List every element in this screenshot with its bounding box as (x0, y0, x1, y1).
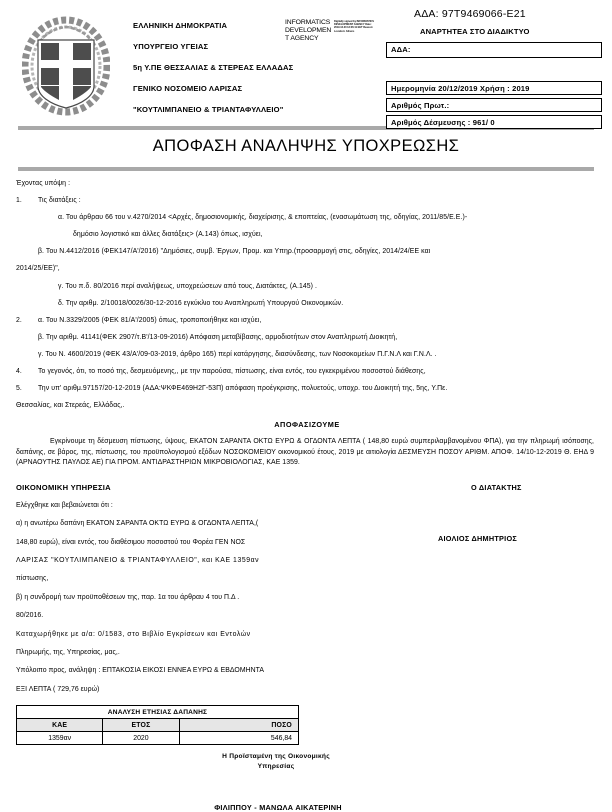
table-column-etos: ΕΤΟΣ (103, 719, 179, 732)
list-item-4-text: Το γεγονός, ότι, το ποσό της, δεσμευόμενης,, με την παρούσα, πίστωσης, είναι εντός, του εγκεκριμένου ποσοστού διάθεσης, (38, 368, 426, 376)
financial-service-column (16, 483, 316, 694)
financial-a-line1: α) η ανωτέρω δαπάνη ΕΚΑΤΟΝ ΣΑΡΑΝΤΑ ΟΚΤΩ ΕΥΡΩ & ΟΓΔΟΝΤΑ ΛΕΠΤΑ,( (16, 520, 259, 528)
digital-signature-stamp: Digitally signed by INFORMATICS DEVELOPMENT AGENCY Date: 2019.12.20 13:26:11 EET Reason: Location: Athens (334, 20, 374, 33)
list-number-2: 2. (16, 316, 22, 324)
decision-paragraph: Εγκρίνουμε τη δέσμευση πίστωσης, ύψους, ΕΚΑΤΟΝ ΣΑΡΑΝΤΑ ΟΚΤΩ ΕΥΡΩ & ΟΓΔΟΝΤΑ ΛΕΠΤΑ ( 148,80 ευρώ συμπεριλαμβανομένου ΦΠΑ), για την πληρωμή ισόποσης, δαπάνης, σε βάρος, της, πίστωσης, του προϋπολογισμού εξόδων ΝΟΣΟΚΟΜΕΙΟΥ οικονομικού έτους, 2019 με αιτιολογία ΔΕΣΜΕΥΣΗ ΠΟΣΟΥ ΑΡΙΘΜ. ΑΠΟΦ. 14/10-12-2019 Θ. ΕΗΔ 9 (ΑΡΝΑΟΥΤΗΣ ΠΑΥΛΟΣ ΑΕ) ΓΙΑ ΠΡΟΜ. ΑΝΤΙΔΡΑΣΤΗΡΙΩΝ ΜΙΚΡΟΒΙΟΛΟΓΙΑΣ, ΚΑΕ 1359. (16, 438, 594, 467)
table-caption-row (17, 706, 299, 719)
financial-b-line2: 80/2016. (16, 612, 44, 620)
list-number-1: 1. (16, 197, 22, 205)
list-item-2a: α. Του Ν.3329/2005 (ΦΕΚ 81/Α'/2005) όπως, τροποποιήθηκε και ισχύει, (38, 316, 262, 324)
date-field-box[interactable]: Ημερομηνία 20/12/2019 Χρήση : 2019 (386, 81, 602, 95)
list-item-2b: β. Την αριθμ. 41141(ΦΕΚ 2907/τ.Β'/13-09-2016) Απόφαση μεταβίβασης, αρμοδιοτήτων στον Αναπληρωτή Διοικητή, (38, 333, 398, 341)
table-caption: ΑΝΑΛΥΣΗ ΕΤΗΣΙΑΣ ΔΑΠΑΝΗΣ (17, 706, 299, 719)
org-line-2: ΥΠΟΥΡΓΕΙΟ ΥΓΕΙΑΣ (133, 42, 209, 52)
footer-role-block (0, 752, 612, 772)
cell-poso: 546,84 (179, 732, 298, 745)
financial-a-line2: 148,80 ευρώ), είναι εντός, του διαθέσιμου ποσοστού του Φορέα ΓΕΝ ΝΟΣ (16, 538, 246, 546)
list-item-1-label: Τις διατάξεις : (38, 197, 81, 205)
list-number-4: 4. (16, 368, 22, 376)
registration-line1: Καταχωρήθηκε με α/α: 0/1583, στο Βιβλίο Εγκρίσεων και Εντολών (16, 630, 251, 638)
financial-a-line3: ΛΑΡΙΣΑΣ "ΚΟΥΤΛΙΜΠΑΝΕΙΟ & ΤΡΙΑΝΤΑΦΥΛΛΕΙΟ", και ΚΑΕ 1359αν (16, 556, 260, 564)
list-item-2 (16, 318, 598, 325)
cell-etos: 2020 (103, 732, 179, 745)
list-item-2c: γ. Του Ν. 4600/2019 (ΦΕΚ 43/Α'/09-03-2019, άρθρο 165) περί κατάργησης, διασύνδεσης, των Νοσοκομείων Π.Γ.Ν.Λ και Γ.Ν.Λ. . (38, 350, 437, 358)
document-header (0, 0, 612, 127)
financial-a-line4: πίστωσης, (16, 575, 49, 583)
list-item-1a-line1: α. Του άρθραυ 66 του ν.4270/2014 <Αρχές, δημοσιονομικής, διαχείρισης, & εποπτείας, (ενασωμάτωση της, οδηγίας, 2011/85/Ε.Ε.)- (58, 214, 468, 222)
footer-role-line2: Υπηρεσίας (257, 763, 295, 771)
document-body (0, 171, 612, 469)
org-line-3: 5η Υ.ΠΕ ΘΕΣΣΑΛΙΑΣ & ΣΤΕΡΕΑΣ ΕΛΛΑΔΑΣ (133, 63, 294, 73)
footer-signature-name: ΦΙΛΙΠΠΟΥ - ΜΑΝΩΛΑ ΑΙΚΑΤΕΡΙΝΗ (214, 802, 342, 812)
list-item-4 (16, 369, 598, 376)
org-line-1: ΕΛΛΗΝΙΚΗ ΔΗΜΟΚΡΑΤΙΑ (133, 21, 228, 30)
balance-line2: ΕΞΙ ΛΕΠΤΑ ( 729,76 ευρώ) (16, 685, 100, 693)
list-item-5-line1: Την υπ' αριθμ.97157/20-12-2019 (ΑΔΑ:ΨΚΦΕ469Η2Γ-53Π) απόφαση προέγκρισης, πολυετούς, υποχρ. του Διοικητή της, 5ης, Υ.Πε. (38, 385, 448, 393)
registration-line2: Πληρωμής, της, Υπηρεσίας, μας,. (16, 649, 120, 657)
orderer-name: ΑΙΟΛΙΟΣ ΔΗΜΗΤΡΙΟΣ (438, 533, 518, 543)
orderer-title: Ο ΔΙΑΤΑΚΤΗΣ (471, 482, 522, 492)
list-item-1 (16, 198, 598, 205)
table-row (17, 732, 299, 745)
cell-kae: 1359αν (17, 732, 103, 745)
financial-check-line: Ελέγχθηκε και βεβαιώνεται ότι : (16, 501, 113, 509)
ada-code-top: ΑΔΑ: 97Τ9469066-Ε21 (414, 8, 526, 20)
list-item-1b-line2: 2014/25/ΕΕ)", (16, 265, 60, 273)
protocol-field-box[interactable]: Αριθμός Πρωτ.: (386, 98, 602, 112)
annual-expense-table-wrap (0, 705, 612, 745)
list-item-1b-line1: β. Του Ν.4412/2016 (ΦΕΚ147/Α'/2016) "Δημόσιες, συμβ. Έργων, Προμ. και Υπηρ.(προσαρμογή στις, οδηγίες, 2014/24/ΕΕ και (38, 248, 431, 256)
list-item-5 (16, 386, 598, 393)
intro-line: Έχοντας υπόψη : (16, 180, 71, 187)
informatics-development-agency-logo: INFORMATICS DEVELOPMEN T AGENCY (285, 19, 332, 42)
financial-service-title: ΟΙΚΟΝΟΜΙΚΗ ΥΠΗΡΕΣΙΑ (16, 482, 111, 492)
greek-coat-of-arms-emblem (22, 14, 110, 118)
anartitea-label: ΑΝΑΡΤΗΤΕΑ ΣΤΟ ΔΙΑΔΙΚΤΥΟ (420, 27, 530, 36)
list-item-5-line2: Θεσσαλίας, και Στερεάς, Ελλάδας,. (16, 402, 125, 410)
table-column-kae: ΚΑΕ (17, 719, 103, 732)
table-header-row (17, 719, 299, 732)
list-item-1d: δ. Την αριθμ. 2/10018/0026/30-12-2016 εγκύκλιο του Αναπληρωτή Υπουργού Οικονομικών. (58, 299, 344, 307)
list-item-1a-line2: δημόσιο λογιστικό και άλλες διατάξεις> (Α.143) όπως, ισχύει, (73, 231, 263, 239)
list-number-5: 5. (16, 385, 22, 393)
table-column-poso: ΠΟΣΟ (179, 719, 298, 732)
lower-section (0, 483, 612, 694)
org-line-5: "ΚΟΥΤΛΙΜΠΑΝΕΙΟ & ΤΡΙΑΝΤΑΦΥΛΛΕΙΟ" (133, 105, 284, 115)
ada-field-box[interactable]: ΑΔΑ: (386, 42, 602, 58)
orderer-column (438, 483, 598, 543)
commitment-number-field-box[interactable]: Αριθμός Δέσμευσης : 961/ 0 (386, 115, 602, 129)
page-title: ΑΠΟΦΑΣΗ ΑΝΑΛΗΨΗΣ ΥΠΟΧΡΕΩΣΗΣ (152, 137, 460, 155)
org-line-4: ΓΕΝΙΚΟ ΝΟΣΟΜΕΙΟ ΛΑΡΙΣΑΣ (133, 84, 243, 94)
annual-expense-table (16, 705, 299, 745)
apofasizoume-heading: ΑΠΟΦΑΣΙΖΟΥΜΕ (274, 420, 340, 430)
balance-line1: Υπόλοιπο προς, ανάληψη : ΕΠΤΑΚΟΣΙΑ ΕΙΚΟΣΙ ΕΝΝΕΑ ΕΥΡΩ & ΕΒΔΟΜΗΝΤΑ (16, 667, 265, 675)
financial-b-line1: β) η συνδρομή των προϋποθέσεων της, παρ. 1α του άρθραυ 4 του Π.Δ . (16, 593, 240, 601)
footer-role-line1: Η Προϊσταμένη της Οικονομικής (222, 753, 330, 761)
list-item-1c: γ. Του π.δ. 80/2016 περί αναλήψεως, υποχρεώσεων από τους, Διατάκτες, (Α.145) . (58, 282, 318, 290)
